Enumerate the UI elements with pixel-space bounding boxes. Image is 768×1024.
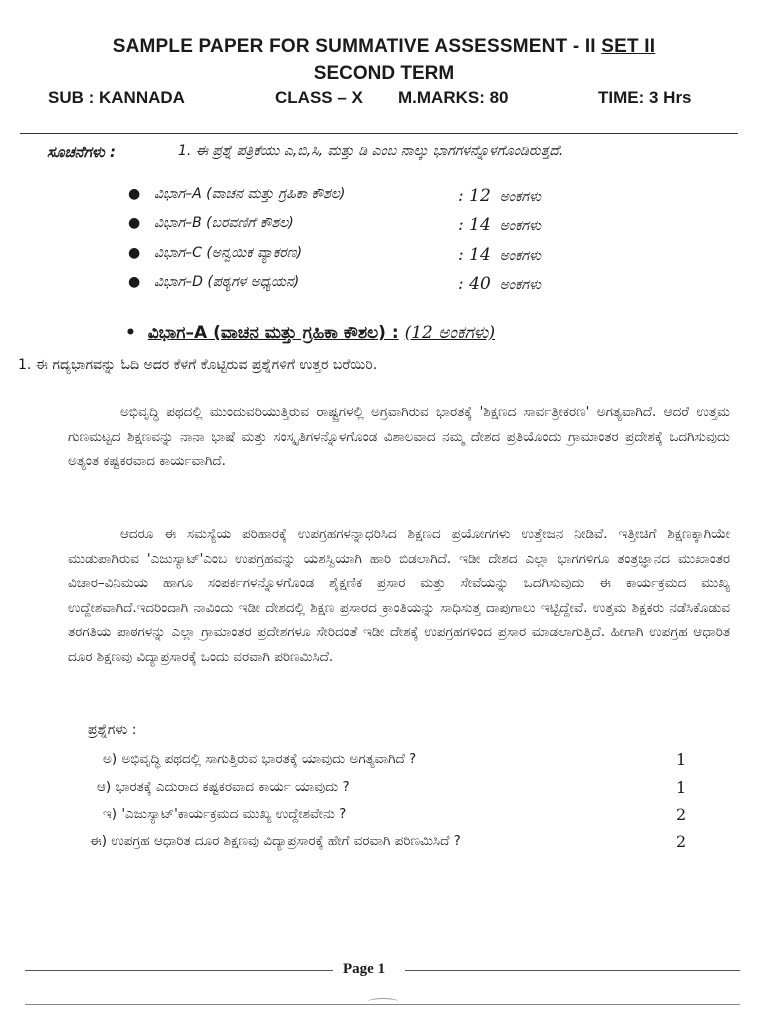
- question-c-marks: 2: [676, 805, 687, 824]
- section-name: ವಿಭಾಗ–D (ಪಠ್ಯಗಳ ಅಧ್ಯಯನ): [154, 274, 300, 290]
- section-marks-unit: ಅಂಕಗಳು: [499, 277, 542, 293]
- section-marks: [458, 186, 541, 206]
- section-marks-number: : 40: [458, 274, 491, 294]
- bullet-icon: ●: [128, 186, 141, 202]
- bullet-icon: ●: [128, 274, 141, 290]
- questions-label: ಪ್ರಶ್ನೆಗಳು :: [88, 722, 137, 738]
- footer-rule-right: [405, 970, 740, 971]
- section-marks-number: : 14: [458, 245, 491, 265]
- bullet-icon: ●: [128, 245, 141, 261]
- max-marks-label: M.MARKS: 80: [398, 88, 509, 107]
- passage-paragraph-1: ಅಭಿವೃದ್ಧಿ ಪಥದಲ್ಲಿ ಮುಂದುವರಿಯುತ್ತಿರುವ ರಾಷ್ಟ್ರಗಳಲ್ಲಿ ಅಗ್ರವಾಗಿರುವ ಭಾರತಕ್ಕೆ 'ಶಿಕ್ಷಣದ ಸಾರ್ವತ್ರೀಕರಣ' ಅಗತ್ಯವಾಗಿದೆ. ಆದರೆ ಉತ್ತಮ ಗುಣಮಟ್ಟದ ಶಿಕ್ಷಣವನ್ನು ನಾನಾ ಭಾಷೆ ಮತ್ತು ಸಂಸ್ಕೃತಿಗಳನ್ನೊಳಗೊಂಡ ವಿಶಾಲವಾದ ನಮ್ಮ ದೇಶದ ಪ್ರತಿಯೊಂದು ಗ್ರಾಮಾಂತರ ಪ್ರದೇಶಕ್ಕೆ ಒದಗಿಸುವುದು ಅತ್ಯಂತ ಕಷ್ಟಕರವಾದ ಕಾರ್ಯವಾಗಿದೆ.: [68, 404, 730, 469]
- bullet-icon: •: [125, 323, 136, 343]
- instructions-text: 1. ಈ ಪ್ರಶ್ನೆ ಪತ್ರಿಕೆಯು ಎ,ಬಿ,ಸಿ, ಮತ್ತು ಡಿ ಎಂಬ ನಾಲ್ಕು ಭಾಗಗಳನ್ನೊಳಗೊಂಡಿರುತ್ತದೆ.: [178, 143, 564, 159]
- section-name: ವಿಭಾಗ–A (ವಾಚನ ಮತ್ತು ಗ್ರಹಿಕಾ ಕೌಶಲ): [154, 186, 346, 202]
- class-label: CLASS – X: [275, 88, 363, 107]
- section-marks-unit: ಅಂಕಗಳು: [499, 248, 542, 264]
- passage-paragraph-2: ಆದರೂ ಈ ಸಮಸ್ಯೆಯ ಪರಿಹಾರಕ್ಕೆ ಉಪಗ್ರಹಗಳನ್ನಾಧರಿಸಿದ ಶಿಕ್ಷಣದ ಪ್ರಯೋಗಗಳು ಉತ್ತೇಜನ ನೀಡಿವೆ. ಇತ್ತೀಚಿಗೆ ಶಿಕ್ಷಣಕ್ಕಾಗಿಯೇ ಮುಡುಪಾಗಿರುವ 'ಎಜುಸ್ಯಾಟ್'ಎಂಬ ಉಪಗ್ರಹವನ್ನು ಯಶಸ್ವಿಯಾಗಿ ಹಾರಿ ಬಿಡಲಾಗಿದೆ. ಇಡೀ ದೇಶದ ಎಲ್ಲಾ ಭಾಗಗಳಿಗೂ ತಂತ್ರಜ್ಞಾನದ ಮುಖಾಂತರ ವಿಚಾರ–ವಿನಿಮಯ ಹಾಗೂ ಸಂಪರ್ಕಗಳನ್ನೊಳಗೊಂಡ ಶೈಕ್ಷಣಿಕ ಪ್ರಸಾರ ಮತ್ತು ಸೇವೆಯನ್ನು ಒದಗಿಸುವುದು ಈ ಕಾರ್ಯಕ್ರಮದ ಮುಖ್ಯ ಉದ್ದೇಶವಾಗಿದೆ.ಇದರಿಂದಾಗಿ ನಾವಿಂದು ಇಡೀ ದೇಶದಲ್ಲಿ ಶಿಕ್ಷಣ ಪ್ರಸಾರದ ಕ್ರಾಂತಿಯನ್ನು ಸಾಧಿಸುತ್ತ ದಾಪುಗಾಲು ಇಟ್ಟಿದ್ದೇವೆ. ಉತ್ತಮ ಶಿಕ್ಷಕರು ನಡೆಸಿಕೊಡುವ ತರಗತಿಯ ಪಾಠಗಳನ್ನು ಎಲ್ಲಾ ಗ್ರಾಮಾಂತರ ಪ್ರದೇಶಗಳೂ ಸೇರಿದಂತೆ ಇಡೀ ದೇಶಕ್ಕೆ ಉಪಗ್ರಹಗಳಿಂದ ಪ್ರಸಾರ ಮಾಡಲಾಗುತ್ತಿದೆ. ಹೀಗಾಗಿ ಉಪಗ್ರಹ ಆಧಾರಿತ ದೂರ ಶಿಕ್ಷಣವು ವಿದ್ಯಾಪ್ರಸಾರಕ್ಕೆ ಒಂದು ವರವಾಗಿ ಪರಿಣಮಿಸಿದೆ.: [68, 526, 730, 665]
- paper-title-main: SAMPLE PAPER FOR SUMMATIVE ASSESSMENT - II: [112, 36, 602, 57]
- section-marks-number: : 14: [458, 215, 491, 235]
- time-label: TIME: 3 Hrs: [598, 88, 692, 107]
- question-text: ಈ) ಉಪಗ್ರಹ ಆಧಾರಿತ ದೂರ ಶಿಕ್ಷಣವು ವಿದ್ಯಾಪ್ರಸಾರಕ್ಕೆ ಹೇಗೆ ವರವಾಗಿ ಪರಿಣಮಿಸಿದೆ ?: [90, 833, 461, 849]
- section-name: ವಿಭಾಗ–B (ಬರವಣಿಗೆ ಕೌಶಲ): [154, 215, 294, 231]
- question-text: ಆ) ಭಾರತಕ್ಕೆ ಎದುರಾದ ಕಷ್ಟಕರವಾದ ಕಾರ್ಯ ಯಾವುದು ?: [97, 779, 350, 795]
- section-a-marks: (12 ಅಂಕಗಳು): [404, 323, 496, 343]
- footer-rule-left: [25, 970, 333, 971]
- section-a-heading: [125, 323, 495, 343]
- section-marks: [458, 245, 541, 265]
- section-marks-unit: ಅಂಕಗಳು: [499, 218, 542, 234]
- subject-label: SUB : KANNADA: [48, 88, 185, 107]
- section-name: ವಿಭಾಗ–C (ಅನ್ವಯಿಕ ವ್ಯಾಕರಣ): [154, 245, 303, 261]
- paper-title: [0, 36, 768, 58]
- section-marks: [458, 215, 541, 235]
- bottom-rule: [25, 1004, 740, 1005]
- paper-set: SET II: [601, 36, 656, 57]
- header-divider: [20, 133, 738, 134]
- question-a-marks: 1: [676, 750, 687, 769]
- section-a-title: ವಿಭಾಗ–A (ವಾಚನ ಮತ್ತು ಗ್ರಹಿಕಾ ಕೌಶಲ) :: [147, 323, 399, 343]
- section-marks-number: : 12: [458, 186, 491, 206]
- paper-subtitle: SECOND TERM: [313, 63, 455, 84]
- bullet-icon: ●: [128, 215, 141, 231]
- page-number: Page 1: [343, 961, 386, 977]
- section-marks-unit: ಅಂಕಗಳು: [499, 189, 542, 205]
- question-d-marks: 2: [676, 832, 687, 851]
- question-1-instruction: 1. ಈ ಗದ್ಯಭಾಗವನ್ನು ಓದಿ ಅದರ ಕೆಳಗೆ ಕೊಟ್ಟಿರುವ ಪ್ರಶ್ನೆಗಳಿಗೆ ಉತ್ತರ ಬರೆಯಿರಿ.: [18, 357, 378, 373]
- question-text: ಇ) 'ಎಜುಸ್ಯಾಟ್'ಕಾರ್ಯಕ್ರಮದ ಮುಖ್ಯ ಉದ್ದೇಶವೇನು ?: [103, 806, 347, 822]
- instructions-label: ಸೂಚನೆಗಳು :: [47, 143, 116, 161]
- question-b-marks: 1: [676, 778, 687, 797]
- section-marks: [458, 274, 541, 294]
- question-text: ಅ) ಅಭಿವೃದ್ಧಿ ಪಥದಲ್ಲಿ ಸಾಗುತ್ತಿರುವ ಭಾರತಕ್ಕೆ ಯಾವುದು ಅಗತ್ಯವಾಗಿದೆ ?: [103, 751, 417, 767]
